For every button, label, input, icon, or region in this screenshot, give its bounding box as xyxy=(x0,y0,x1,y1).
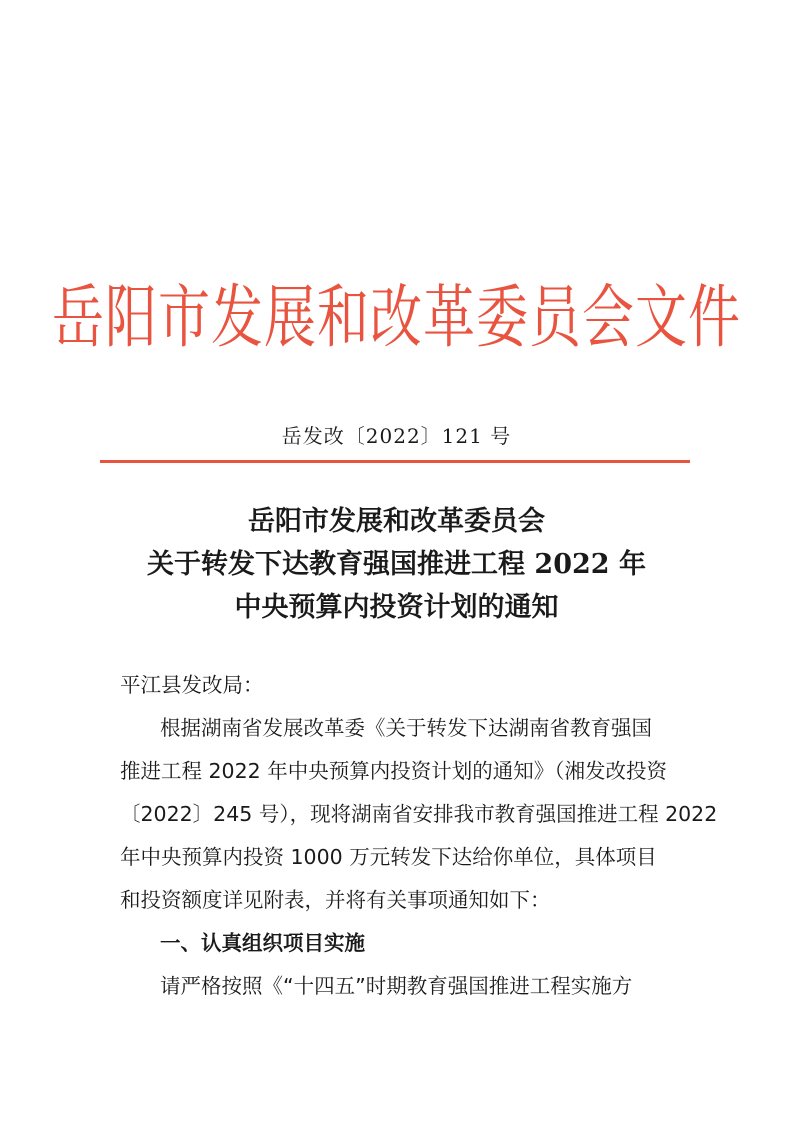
section-heading: 一、认真组织项目实施 xyxy=(160,931,365,955)
body-text xyxy=(120,664,718,1008)
salutation: 平江县发改局： xyxy=(120,673,264,697)
title-line-3: 中央预算内投资计划的通知 xyxy=(234,592,559,623)
document-number: 岳发改〔2022〕121 号 xyxy=(281,424,512,448)
paragraph-line-4: 年中央预算内投资 1000 万元转发下达给你单位，具体项目 xyxy=(120,845,657,869)
paragraph-line-2: 推进工程 2022 年中央预算内投资计划的通知》（湘发改投资 xyxy=(120,759,667,783)
paragraph-line-5: 和投资额度详见附表，并将有关事项通知如下： xyxy=(120,888,551,912)
title-line-2: 关于转发下达教育强国推进工程 2022 年 xyxy=(147,549,646,580)
paragraph-line-1: 根据湖南省发展改革委《关于转发下达湖南省教育强国 xyxy=(160,716,652,740)
section-first-line: 请严格按照《“十四五”时期教育强国推进工程实施方 xyxy=(160,974,633,998)
title-line-1: 岳阳市发展和改革委员会 xyxy=(248,506,545,537)
red-divider-rule xyxy=(100,460,690,463)
paragraph-line-3: 〔2022〕245 号），现将湖南省安排我市教育强国推进工程 2022 xyxy=(120,802,718,826)
masthead-title: 岳阳市发展和改革委员会文件 xyxy=(51,279,741,359)
notice-title xyxy=(0,500,793,629)
